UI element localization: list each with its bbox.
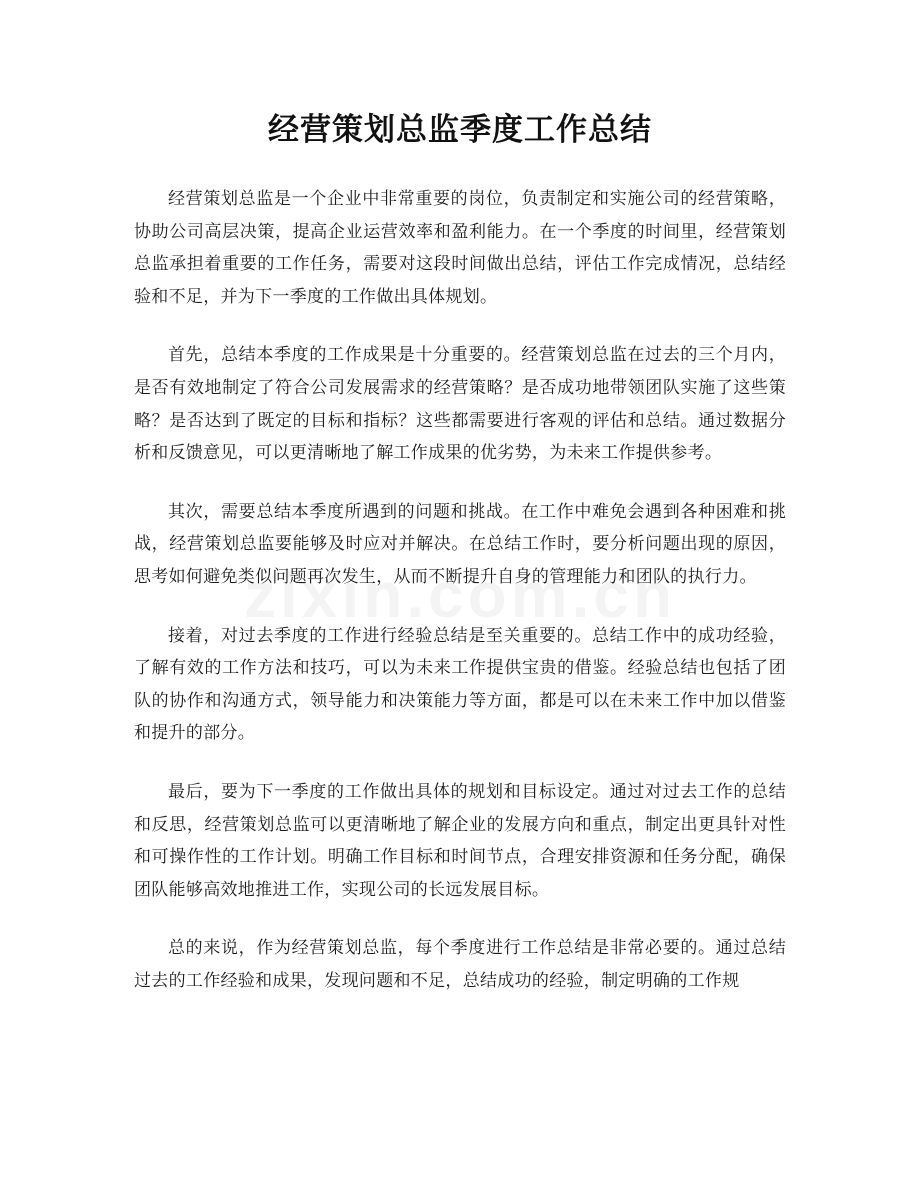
paragraph-2: 首先，总结本季度的工作成果是十分重要的。经营策划总监在过去的三个月内，是否有效地制定了符合公司发展需求的经营策略？是否成功地带领团队实施了这些策略？是否达到了既定的目标和指标？这些都需要进行客观的评估和总结。通过数据分析和反馈意见，可以更清晰地了解工作成果的优劣势，为未来工作提供参考。 bbox=[134, 345, 786, 464]
paragraph-4: 接着，对过去季度的工作进行经验总结是至关重要的。总结工作中的成功经验，了解有效的工作方法和技巧，可以为未来工作提供宝贵的借鉴。经验总结也包括了团队的协作和沟通方式，领导能力和决策能力等方面，都是可以在未来工作中加以借鉴和提升的部分。 bbox=[134, 625, 786, 744]
document-title: 经营策划总监季度工作总结 bbox=[268, 112, 652, 148]
document-body bbox=[134, 183, 786, 1023]
paragraph-1: 经营策划总监是一个企业中非常重要的岗位，负责制定和实施公司的经营策略，协助公司高层决策，提高企业运营效率和盈利能力。在一个季度的时间里，经营策划总监承担着重要的工作任务，需要对这段时间做出总结，评估工作完成情况，总结经验和不足，并为下一季度的工作做出具体规划。 bbox=[134, 189, 786, 307]
paragraph-3: 其次，需要总结本季度所遇到的问题和挑战。在工作中难免会遇到各种困难和挑战，经营策划总监要能够及时应对并解决。在总结工作时，要分析问题出现的原因，思考如何避免类似问题再次发生，从而不断提升自身的管理能力和团队的执行力。 bbox=[134, 501, 786, 587]
paragraph-5: 最后，要为下一季度的工作做出具体的规划和目标设定。通过对过去工作的总结和反思，经营策划总监可以更清晰地了解企业的发展方向和重点，制定出更具针对性和可操作性的工作计划。明确工作目标和时间节点，合理安排资源和任务分配，确保团队能够高效地推进工作，实现公司的长远发展目标。 bbox=[134, 781, 786, 900]
paragraph-6: 总的来说，作为经营策划总监，每个季度进行工作总结是非常必要的。通过总结过去的工作经验和成果，发现问题和不足，总结成功的经验，制定明确的工作规 bbox=[134, 938, 786, 991]
